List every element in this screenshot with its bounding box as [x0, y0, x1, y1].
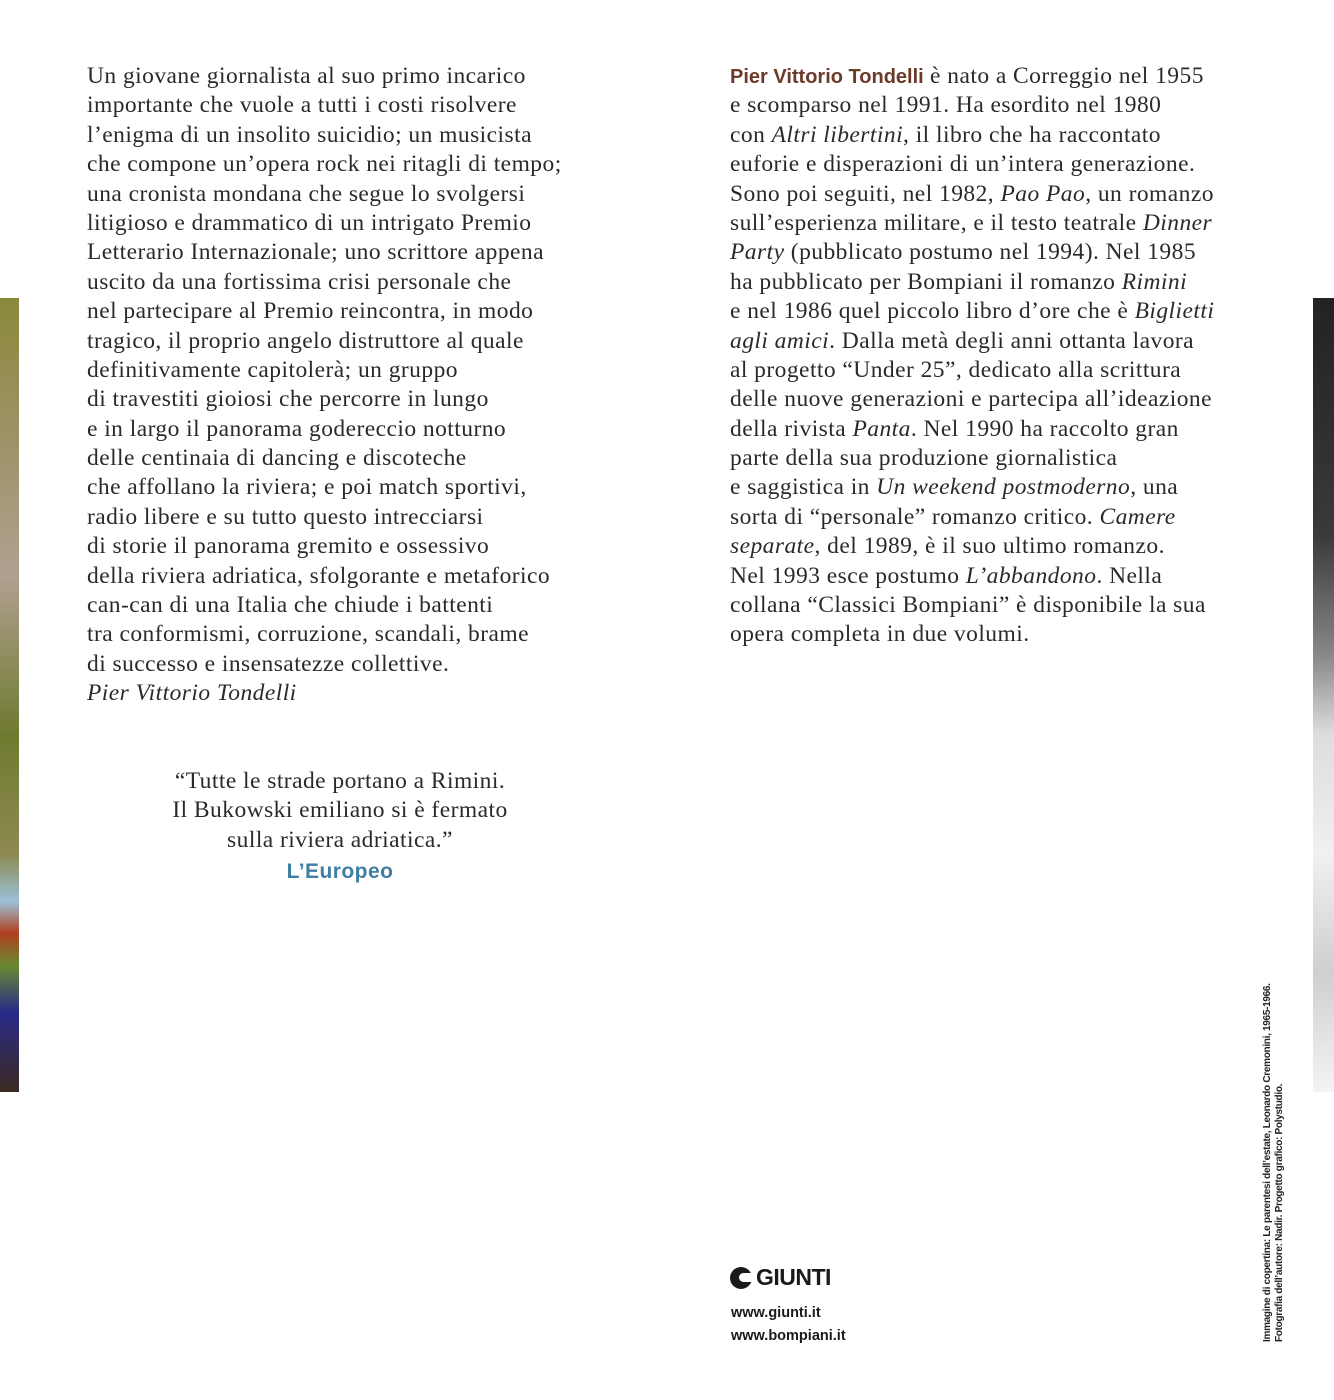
text-line [730, 562, 1214, 591]
text-line [87, 238, 562, 267]
italic-title: Pao Pao [1000, 180, 1086, 207]
text-segment: , una [1130, 474, 1179, 501]
text-segment: al progetto “Under 25”, dedicato alla scrittura [730, 356, 1182, 383]
text-segment: che compone un’opera rock nei ritagli di tempo; [87, 151, 562, 178]
text-line [87, 150, 562, 179]
text-segment: collana “Classici Bompiani” è disponibile la sua [730, 592, 1206, 619]
text-line [730, 444, 1214, 473]
text-line [87, 91, 562, 120]
text-segment: tragico, il proprio angelo distruttore al quale [87, 327, 524, 354]
cover-image-edge-front [0, 298, 19, 1092]
text-segment: . Nella [1096, 562, 1163, 589]
text-segment: di successo e insensatezze collettive. [87, 650, 450, 677]
text-segment: l’enigma di un insolito suicidio; un musicista [87, 121, 532, 148]
text-line [87, 444, 562, 473]
text-line [730, 268, 1214, 297]
text-segment: con [730, 121, 772, 148]
text-segment: sorta di “personale” romanzo critico. [730, 503, 1100, 530]
text-segment: parte della sua produzione giornalistica [730, 445, 1118, 472]
text-segment: . Nel 1990 ha raccolto gran [910, 415, 1179, 442]
text-line [730, 385, 1214, 414]
text-segment: della rivista [730, 415, 853, 442]
text-segment: Nel 1993 esce postumo [730, 562, 966, 589]
text-line [87, 268, 562, 297]
press-quote [140, 767, 540, 887]
text-line [87, 650, 562, 679]
text-segment: che affollano la riviera; e poi match sportivi, [87, 474, 527, 501]
italic-title: Camere [1099, 503, 1176, 530]
text-line [730, 297, 1214, 326]
text-line [730, 62, 1214, 91]
italic-title: L’abbandono [965, 562, 1097, 589]
text-segment: radio libere e su tutto questo intrecciarsi [87, 503, 484, 530]
text-segment: , il libro che ha raccontato [903, 121, 1161, 148]
italic-title: Biglietti [1134, 298, 1215, 325]
text-line [87, 385, 562, 414]
text-segment: Letterario Internazionale; uno scrittore appena [87, 239, 544, 266]
text-line [730, 121, 1214, 150]
text-line [87, 356, 562, 385]
quote-line: “Tutte le strade portano a Rimini. [174, 768, 506, 794]
text-segment: ha pubblicato per Bompiani il romanzo [730, 268, 1122, 295]
text-segment: delle nuove generazioni e partecipa all’ideazione [730, 386, 1213, 413]
text-segment: è nato a Correggio nel 1955 [923, 63, 1204, 89]
text-line [87, 297, 562, 326]
text-segment: e nel 1986 quel piccolo libro d’ore che è [730, 298, 1135, 325]
text-line [730, 327, 1214, 356]
text-segment: delle centinaia di dancing e discoteche [87, 445, 467, 472]
text-line [87, 562, 562, 591]
text-line [730, 415, 1214, 444]
italic-title: Pier Vittorio Tondelli [87, 680, 297, 707]
text-line [730, 532, 1214, 561]
italic-title: Rimini [1121, 268, 1188, 295]
text-line [87, 327, 562, 356]
text-segment: (pubblicato postumo nel 1994). Nel 1985 [784, 239, 1197, 266]
text-line [87, 620, 562, 649]
text-segment: litigioso e drammatico di un intrigato Premio [87, 209, 532, 236]
text-line [730, 238, 1214, 267]
author-photo-edge [1313, 298, 1334, 1092]
text-line [730, 473, 1214, 502]
text-line [730, 503, 1214, 532]
logo-text: GIUNTI [756, 1264, 831, 1290]
text-segment: una cronista mondana che segue lo svolgersi [87, 180, 526, 207]
text-segment: opera completa in due volumi. [730, 621, 1030, 648]
text-segment: e saggistica in [730, 474, 877, 501]
author-bio [730, 62, 1214, 650]
giunti-g-icon [730, 1267, 752, 1289]
text-segment: uscito da una fortissima crisi personale che [87, 268, 512, 295]
text-line [730, 356, 1214, 385]
text-segment: Un giovane giornalista al suo primo incarico [87, 63, 526, 89]
text-segment: definitivamente capitolerà; un gruppo [87, 356, 458, 383]
text-line [87, 679, 562, 708]
italic-title: agli amici [730, 327, 830, 354]
text-segment: sull’esperienza militare, e il testo teatrale [730, 209, 1143, 236]
credit-line: Immagine di copertina: Le parentesi dell’estate, Leonardo Cremonini, 1965-1966. [1262, 983, 1273, 1342]
text-line [87, 121, 562, 150]
author-name: Pier Vittorio Tondelli [730, 66, 924, 88]
quote-source: L’Europeo [286, 860, 394, 884]
text-segment: , del 1989, è il suo ultimo romanzo. [814, 533, 1165, 560]
blurb-text [87, 62, 562, 709]
text-line [730, 180, 1214, 209]
text-line [730, 91, 1214, 120]
italic-title: Party [730, 239, 785, 266]
text-segment: di travestiti gioiosi che percorre in lungo [87, 386, 489, 413]
text-segment: . Dalla metà degli anni ottanta lavora [829, 327, 1195, 354]
text-line [87, 415, 562, 444]
text-line [730, 620, 1214, 649]
text-line [730, 150, 1214, 179]
url-giunti[interactable]: www.giunti.it [731, 1305, 821, 1321]
text-segment: della riviera adriatica, sfolgorante e metaforico [87, 562, 551, 589]
text-line [87, 473, 562, 502]
italic-title: Panta [852, 415, 911, 442]
credit-line: Fotografia dell’autore: Nadir. Progetto grafico: Polystudio. [1274, 1083, 1285, 1342]
text-line [87, 532, 562, 561]
text-line [87, 180, 562, 209]
quote-line: sulla riviera adriatica.” [227, 826, 453, 853]
text-segment: nel partecipare al Premio reincontra, in modo [87, 298, 534, 325]
text-line [87, 503, 562, 532]
text-line [87, 209, 562, 238]
text-line [87, 62, 562, 91]
text-segment: Sono poi seguiti, nel 1982, [730, 180, 1001, 207]
quote-line: Il Bukowski emiliano si è fermato [172, 797, 508, 824]
text-line [730, 209, 1214, 238]
text-line [730, 591, 1214, 620]
cover-credits [1262, 983, 1286, 1342]
italic-title: Altri libertini [771, 121, 904, 148]
italic-title: Dinner [1142, 209, 1213, 236]
text-segment: di storie il panorama gremito e ossessivo [87, 533, 490, 560]
giunti-logo [730, 1264, 831, 1291]
url-bompiani[interactable]: www.bompiani.it [731, 1328, 846, 1344]
text-line [87, 591, 562, 620]
italic-title: separate [730, 533, 815, 560]
text-segment: can-can di una Italia che chiude i battenti [87, 592, 494, 619]
text-segment: e in largo il panorama godereccio notturno [87, 415, 507, 442]
text-segment: , un romanzo [1085, 180, 1214, 207]
text-segment: euforie e disperazioni di un’intera generazione. [730, 151, 1196, 178]
text-segment: tra conformismi, corruzione, scandali, brame [87, 621, 529, 648]
italic-title: Un weekend postmoderno [876, 474, 1131, 501]
text-segment: importante che vuole a tutti i costi risolvere [87, 92, 517, 119]
text-segment: e scomparso nel 1991. Ha esordito nel 1980 [730, 92, 1162, 119]
